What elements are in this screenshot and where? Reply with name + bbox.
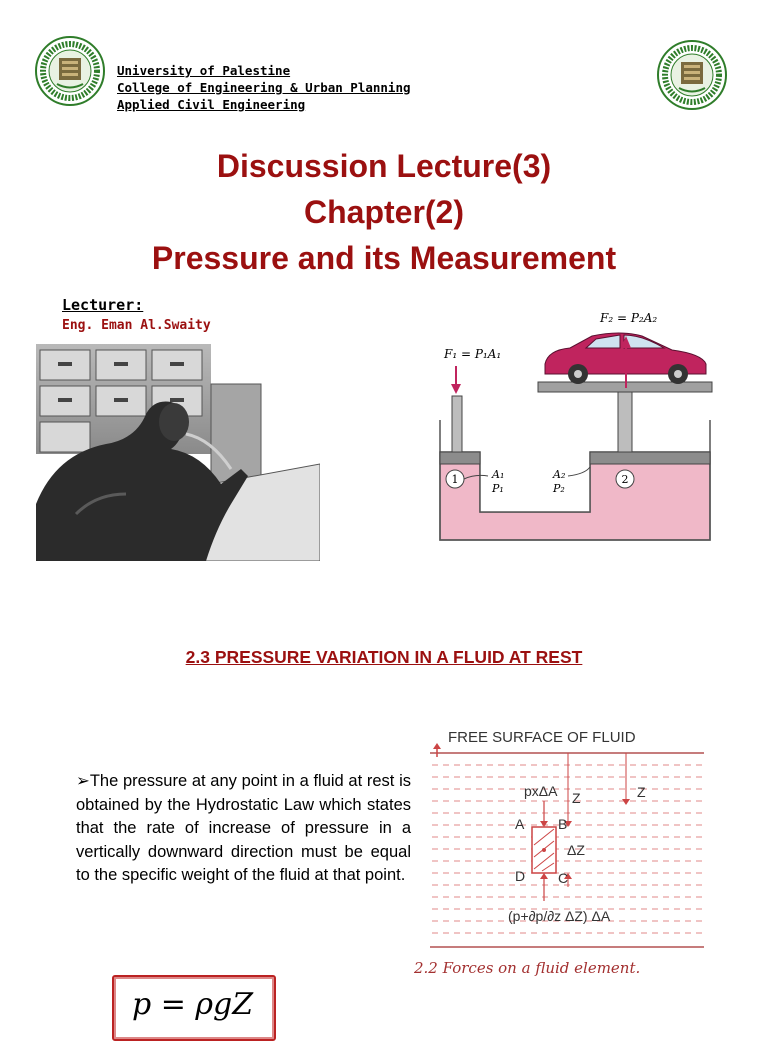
force-f1-label: F₁ = P₁A₁	[444, 347, 502, 361]
area-a2-label: A₂	[553, 468, 566, 481]
hydrostatic-formula-box	[112, 975, 276, 1041]
piston-1-label: 1	[451, 473, 459, 486]
piston-2-label: 2	[621, 473, 629, 486]
department-name: Applied Civil Engineering	[117, 97, 306, 112]
office-worker-illustration	[36, 344, 320, 561]
hydraulic-press-diagram	[420, 302, 720, 542]
college-name: College of Engineering & Urban Planning	[117, 80, 411, 95]
delta-z-label: ΔZ	[567, 842, 585, 858]
pressure-p1-label: P₁	[492, 482, 504, 495]
z-depth-label-right: Z	[637, 784, 646, 800]
university-seal-left	[35, 36, 105, 106]
title-line-3: Pressure and its Measurement	[151, 240, 617, 276]
area-a1-label: A₁	[492, 468, 505, 481]
hydrostatic-law-paragraph: ➢The pressure at any point in a fluid at rest is obtained by the Hydrostatic Law which states that the rate of increase of pressure in a vertically downward direction must be equal to the specific weight of the fluid at that point.	[76, 772, 411, 884]
fluid-element-figure	[412, 705, 712, 985]
corner-c-label: C	[558, 870, 569, 886]
bottom-force-label: (p+∂p/∂z ΔZ) ΔA	[508, 908, 611, 924]
lecturer-name: Eng. Eman Al.Swaity	[62, 318, 211, 333]
figure-caption: 2.2 Forces on a fluid element.	[414, 959, 641, 977]
title-line-2: Chapter(2)	[303, 194, 464, 230]
corner-b-label: B	[558, 816, 568, 832]
free-surface-label: FREE SURFACE OF FLUID	[448, 729, 636, 746]
z-depth-label: Z	[572, 790, 581, 806]
university-header	[117, 62, 411, 113]
lecturer-block	[62, 296, 211, 333]
top-force-label: pxΔA	[524, 783, 558, 799]
lecture-titles	[0, 143, 768, 281]
title-line-1: Discussion Lecture(3)	[216, 148, 552, 184]
corner-d-label: D	[515, 868, 526, 884]
corner-a-label: A	[515, 816, 525, 832]
university-seal-right	[657, 40, 727, 110]
hydrostatic-formula: p = ρgZ	[132, 987, 254, 1022]
lecturer-label: Lecturer:	[62, 296, 144, 314]
force-f2-label: F₂ = P₂A₂	[600, 311, 658, 325]
university-name: University of Palestine	[117, 63, 291, 78]
section-title: 2.3 PRESSURE VARIATION IN A FLUID AT REST	[185, 647, 583, 667]
pressure-p2-label: P₂	[553, 482, 565, 495]
